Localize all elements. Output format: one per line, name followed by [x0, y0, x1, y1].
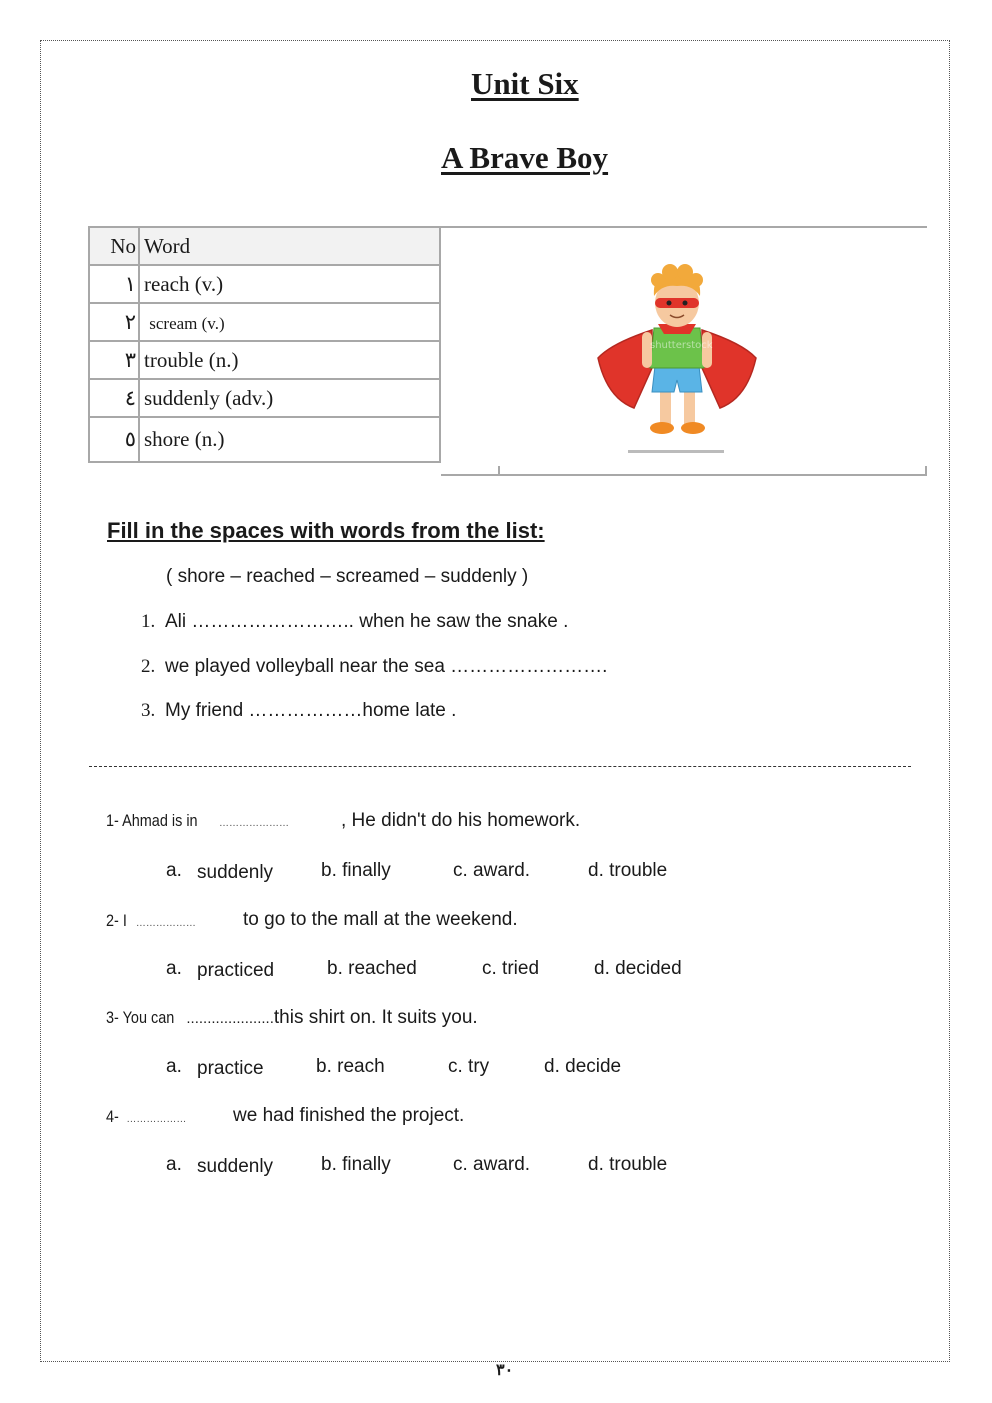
option-d: d. decide [544, 1056, 622, 1077]
question [106, 910, 196, 932]
row-number: ٥ [89, 417, 139, 462]
question-prefix: 4- [106, 1107, 119, 1126]
option-a: practiced [197, 960, 275, 981]
row-number: ٤ [89, 379, 139, 417]
option-a: suddenly [197, 1156, 274, 1177]
question-suffix: , He didn't do his homework. [341, 810, 581, 831]
row-number: ٢ [89, 303, 139, 341]
question-prefix: 3- You can [106, 1008, 175, 1027]
question-suffix: this shirt on. It suits you. [273, 1007, 478, 1028]
option-a-label: a. [166, 1154, 182, 1175]
answer-blank: ………………… [219, 818, 290, 829]
item-number: 1. [141, 611, 156, 632]
table-row [89, 303, 440, 341]
row-number: ٣ [89, 341, 139, 379]
section-divider [89, 766, 911, 767]
table-header-row [89, 227, 440, 265]
vocab-word: suddenly (adv.) [139, 379, 440, 417]
unit-title: Unit Six [471, 66, 579, 101]
cell-divider [925, 466, 927, 476]
row-number: ١ [89, 265, 139, 303]
question-suffix: we had finished the project. [233, 1105, 465, 1126]
answer-blank: ……………… [126, 1114, 187, 1125]
vocab-word [139, 303, 440, 341]
fill-item [141, 611, 568, 633]
vocab-word-text: scream (v.) [149, 313, 225, 333]
item-text: we played volleyball near the sea ……………………. [165, 656, 608, 677]
question-prefix: 2- I [106, 911, 127, 930]
vocab-word: reach (v.) [139, 265, 440, 303]
option-c: c. award. [453, 860, 531, 881]
option-a-label: a. [166, 860, 182, 881]
page-number: ٣٠ [496, 1362, 514, 1379]
option-a: suddenly [197, 862, 274, 883]
cell-divider [498, 466, 500, 476]
option-b: b. finally [321, 860, 391, 881]
word-list: ( shore – reached – screamed – suddenly ) [166, 566, 529, 587]
column-header-no: No [89, 227, 139, 265]
option-d: d. decided [594, 958, 682, 979]
question-suffix: to go to the mall at the weekend. [243, 909, 518, 930]
option-a-label: a. [166, 1056, 182, 1077]
table-row [89, 417, 440, 462]
option-a: practice [197, 1058, 264, 1079]
option-b: b. reached [327, 958, 417, 979]
fill-item [141, 656, 607, 678]
answer-blank: ……………… [135, 918, 196, 929]
item-number: 2. [141, 656, 156, 677]
option-c: c. try [448, 1056, 490, 1077]
item-text: Ali …………………….. when he saw the snake . [165, 611, 569, 632]
option-b: b. finally [321, 1154, 391, 1175]
option-d: d. trouble [588, 1154, 668, 1175]
option-b: b. reach [316, 1056, 385, 1077]
option-c: c. tried [482, 958, 540, 979]
item-text: My friend ………………home late . [165, 700, 457, 721]
question [106, 1007, 478, 1029]
option-d: d. trouble [588, 860, 668, 881]
option-c: c. award. [453, 1154, 531, 1175]
question [106, 810, 289, 832]
vocab-word: trouble (n.) [139, 341, 440, 379]
item-number: 3. [141, 700, 156, 721]
superhero-boy-illustration [592, 258, 762, 463]
question [106, 1106, 186, 1128]
vocab-word: shore (n.) [139, 417, 440, 462]
vocabulary-table [88, 226, 441, 463]
table-row [89, 341, 440, 379]
lesson-title: A Brave Boy [441, 140, 609, 175]
fill-item [141, 700, 456, 722]
option-a-label: a. [166, 958, 182, 979]
question-prefix: 1- Ahmad is in [106, 811, 198, 830]
table-row [89, 265, 440, 303]
watermark-text: shutterstock [650, 340, 713, 351]
answer-blank: ..................... [186, 1010, 274, 1027]
table-row [89, 379, 440, 417]
column-header-word: Word [139, 227, 440, 265]
fill-section-title: Fill in the spaces with words from the list: [107, 518, 545, 543]
